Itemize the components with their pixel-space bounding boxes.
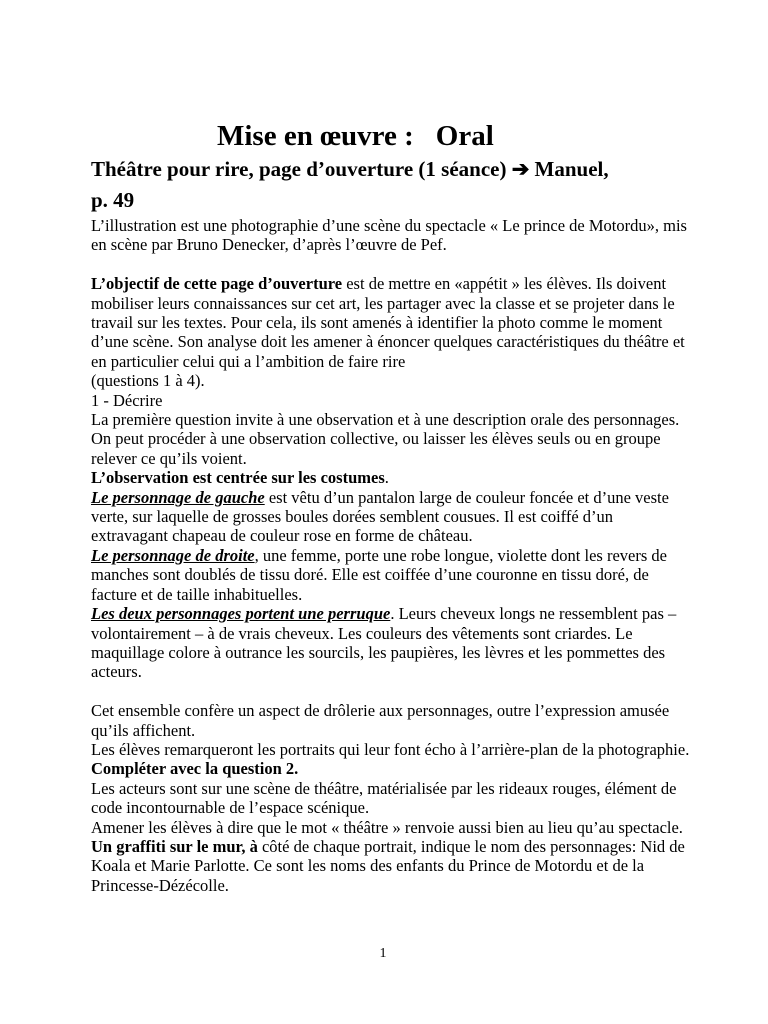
- perruque-paragraph: [91, 604, 691, 682]
- observation-bold: L’observation est centrée sur les costumes: [91, 468, 385, 488]
- observation-dot: .: [384, 468, 389, 488]
- page-subtitle: [91, 154, 691, 216]
- droite-label: Le personnage de droite: [91, 545, 255, 565]
- amener-paragraph: [91, 818, 691, 896]
- amener-text-1: Amener les élèves à dire que le mot « théâtre » renvoie aussi bien au lieu qu’au spectacle.: [91, 817, 683, 837]
- title-part-2: Oral: [435, 120, 494, 152]
- subtitle-line-1: Théâtre pour rire, page d’ouverture (1 séance) ➔ Manuel,: [91, 157, 609, 181]
- observation-line: [91, 468, 691, 487]
- amener-text-2: côté de chaque portrait, indique le nom des personnages: Nid de Koala et Marie Parlotte. Ce sont les noms des enfants du Prince de Motordu et de la Princesse-Dézécolle.: [91, 836, 685, 895]
- page-number-text: 1: [379, 946, 387, 961]
- document-body: [91, 216, 691, 895]
- droite-paragraph: [91, 546, 691, 604]
- section-heading-decrire: 1 - Décrire: [91, 390, 163, 410]
- objectif-paragraph: [91, 274, 691, 371]
- ensemble-paragraph: Cet ensemble confère un aspect de drôlerie aux personnages, outre l’expression amusée qu’ils affichent.: [91, 701, 670, 740]
- intro-paragraph: L’illustration est une photographie d’une scène du spectacle « Le prince de Motordu», mis en scène par Bruno Denecker, d’après l’œuvre de Pef.: [91, 216, 687, 255]
- droite-text: , une femme, porte une robe longue, violette dont les revers de manches sont doublés de tissu doré. Elle est coiffée d’une couronne en tissu doré, de facture et de taille inhabituelles.: [91, 545, 667, 604]
- title-part-1: Mise en œuvre :: [217, 120, 414, 152]
- page-number: [0, 946, 768, 962]
- gauche-text: est vêtu d’un pantalon large de couleur foncée et d’une veste verte, sur laquelle de grosses boules dorées semblent cousues. Il est coiffé d’un extravagant chapeau de couleur rose en forme de château.: [91, 487, 669, 546]
- completer-line: [91, 759, 691, 778]
- perruque-text: . Leurs cheveux longs ne ressemblent pas – volontairement – à de vrais cheveux. Les couleurs des vêtements sont criardes. Le maquillage colore à outrance les sourcils, les paupières, les lèvres et les pommettes des acteurs.: [91, 604, 677, 682]
- completer-bold: Compléter avec la question 2.: [91, 759, 299, 779]
- subtitle-line-2: p. 49: [91, 188, 135, 212]
- gauche-paragraph: [91, 488, 691, 546]
- document-page: [91, 118, 691, 895]
- perruque-label: Les deux personnages portent une perruque: [91, 604, 391, 624]
- objectif-bold: L’objectif de cette page d’ouverture: [91, 274, 343, 294]
- acteurs-paragraph: Les acteurs sont sur une scène de théâtre, matérialisée par les rideaux rouges, élément de code incontournable de l’espace scénique.: [91, 778, 677, 818]
- amener-bold: Un graffiti sur le mur, à: [91, 836, 258, 856]
- decrire-paragraph: La première question invite à une observation et à une description orale des personnages. On peut procéder à une observation collective, ou laisser les élèves seuls ou en groupe relever ce qu’ils voient.: [91, 410, 680, 468]
- portraits-paragraph: Les élèves remarqueront les portraits qui leur font écho à l’arrière-plan de la photographie.: [91, 739, 690, 759]
- page-title: [217, 118, 691, 154]
- objectif-text: est de mettre en «appétit » les élèves. Ils doivent mobiliser leurs connaissances sur cet art, les partager avec la classe et se projeter dans le travail sur les textes. Pour cela, ils sont amenés à identifier la photo comme le moment d’une scène. Son analyse doit les amener à énoncer quelques caractéristiques du théâtre et en particulier celui qui a l’ambition de faire rire: [91, 274, 685, 371]
- questions-ref: (questions 1 à 4).: [91, 371, 205, 391]
- gauche-label: Le personnage de gauche: [91, 487, 265, 507]
